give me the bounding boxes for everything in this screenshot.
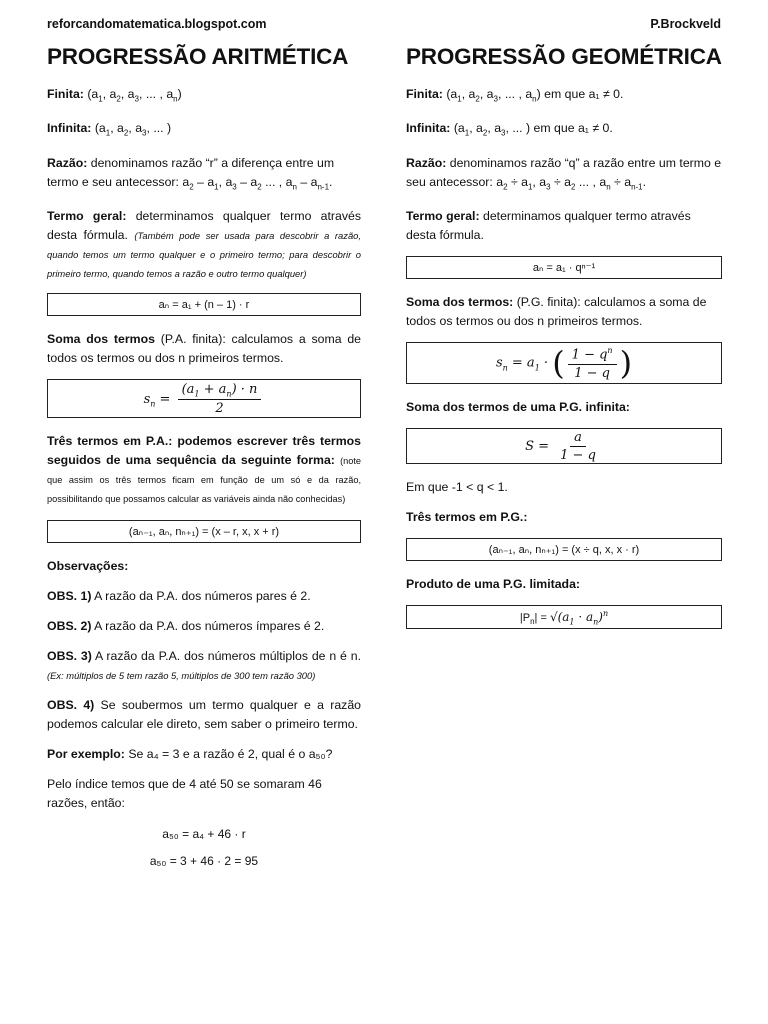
pg-termo-geral-text: determinamos qualquer termo através desta fórmula. [406, 209, 691, 243]
pg-formula-soma [406, 342, 722, 384]
pa-tres-text: podemos escrever três termos seguidos de uma sequência da seguinte forma: [47, 434, 361, 468]
pg-formula-soma-infinita [406, 428, 722, 464]
pg-formula-tres-text: (aₙ₋₁, aₙ, nₙ₊₁) = (x ÷ q, x, x · r) [488, 544, 640, 557]
pg-produto-label: Produto de uma P.G. limitada: [406, 577, 581, 592]
pg-soma-text: (P.G. finita): calculamos a soma de todos os termos ou dos n primeiros termos. [406, 295, 707, 329]
pa-formula-soma-math: $s_n$ = $\frac{(a_1 + a_n) \cdot n}{2}$ [144, 382, 265, 417]
pa-indice: Pelo índice temos que de 4 até 50 se somaram 46 razões, então: [47, 777, 322, 811]
author-name: P.Brockveld [650, 17, 721, 31]
pg-razao-label: Razão: [406, 155, 447, 170]
pa-exemplo-text: Se a₄ = 3 e a razão é 2, qual é o a₅₀? [128, 747, 333, 762]
pg-soma [406, 293, 722, 331]
pa-termo-geral-text: determinamos qualquer termo através desta fórmula [47, 209, 361, 243]
pa-formula-tres-text: (aₙ₋₁, aₙ, nₙ₊₁) = (x – r, x, x + r) [128, 526, 280, 539]
pg-finita-seq: ($a_1$, $a_2$, $a_3$, ... , $a_n$) [446, 87, 541, 104]
pg-infinita-label: Infinita: [406, 121, 451, 136]
pa-obs1-label: OBS. 1) [47, 589, 92, 604]
pa-finita [47, 85, 361, 108]
pa-formula-soma [47, 379, 361, 418]
pa-formula-termo-geral [47, 293, 361, 316]
pa-obs-title-text: Observações: [47, 559, 129, 574]
pg-razao-text: denominamos razão “q” a razão entre um termo e seu antecessor: [406, 155, 722, 189]
pa-finita-seq: ($a_1$, $a_2$, $a_3$, ... , $a_n$) [87, 87, 182, 104]
pa-tres-label: Três termos em P.A.: [47, 434, 173, 449]
pg-produto [406, 575, 722, 594]
pa-obs1-text: A razão da P.A. dos números pares é 2. [94, 589, 311, 604]
pa-obs-title [47, 557, 361, 576]
pg-formula-termo-geral [406, 256, 722, 279]
pg-finita-cond: em que a₁ ≠ 0. [544, 87, 624, 101]
pa-obs4 [47, 696, 361, 734]
pg-formula-produto [406, 605, 722, 629]
pg-formula-termo-text: aₙ = a₁ · qⁿ⁻¹ [532, 262, 596, 275]
pa-razao-text: denominamos razão “r” a diferença entre um termo e seu antecessor: [47, 155, 335, 189]
pa-obs4-label: OBS. 4) [47, 698, 95, 713]
pa-calc-1: a₅₀ = a₄ + 46 · r [162, 827, 246, 842]
pg-em-que: Em que -1 < q < 1. [406, 480, 508, 495]
pg-infinita-cond: em que a₁ ≠ 0. [533, 121, 613, 136]
pg-formula-soma-math: $s_n = a_1$ · ( $\frac{1 - q^n}{1 - q}$ ) [495, 344, 633, 383]
pg-tres-label: Três termos em P.G.: [406, 510, 528, 525]
pa-obs1 [47, 587, 361, 606]
pa-obs3 [47, 647, 361, 685]
pg-razao [406, 154, 722, 196]
pa-column [47, 44, 361, 881]
pa-obs2-label: OBS. 2) [47, 619, 92, 634]
pg-column [406, 44, 722, 643]
pg-soma-inf-label: Soma dos termos de uma P.G. infinita: [406, 400, 630, 415]
pg-tres-termos [406, 508, 722, 527]
site-url: reforcandomatematica.blogspot.com [47, 17, 267, 31]
pa-finita-label: Finita: [47, 87, 84, 101]
pa-razao-label: Razão: [47, 155, 88, 170]
pg-termo-geral [406, 207, 722, 245]
pa-infinita-label: Infinita: [47, 121, 92, 136]
pa-formula-termo-text: aₙ = a₁ + (n – 1) · r [158, 299, 250, 312]
pa-obs2-text: A razão da P.A. dos números ímpares é 2. [94, 619, 325, 634]
pa-exemplo [47, 745, 361, 764]
pa-razao [47, 154, 361, 196]
pg-soma-infinita [406, 398, 722, 417]
pg-formula-produto-math: $|P_n| = √(a_1 \cdot a_n)^n$ [519, 608, 609, 627]
pa-soma-text: (P.A. finita): calculamos a soma de todos os termos ou dos n primeiros termos. [47, 332, 361, 366]
pa-infinita-seq: ($a_1$, $a_2$, $a_3$, ... ) [94, 121, 172, 138]
pa-tres-termos [47, 432, 361, 508]
pa-soma [47, 330, 361, 368]
pa-obs2 [47, 617, 361, 636]
pg-formula-soma-inf-math: S = $\frac{a}{1 - q}$ [525, 429, 596, 463]
pa-exemplo-label: Por exemplo: [47, 747, 125, 762]
pa-tres-note: (note que assim os três termos ficam em função de um só e da razão, possibilitando que possamos calcular as variáveis ainda não conhecidas) [47, 456, 362, 505]
pa-title: PROGRESSÃO ARITMÉTICA [47, 44, 349, 69]
pg-formula-tres-termos [406, 538, 722, 561]
pa-calc-2: a₅₀ = 3 + 46 · 2 = 95 [149, 854, 259, 869]
pa-obs3-label: OBS. 3) [47, 649, 92, 664]
pg-termo-geral-label: Termo geral: [406, 209, 480, 224]
pg-infinita [406, 119, 722, 142]
pa-obs4-text: Se soubermos um termo qualquer e a razão podemos calcular ele direto, sem saber o primeiro termo. [47, 698, 362, 732]
pg-finita [406, 85, 722, 108]
pa-termo-geral: Termo geral: determinamos qualquer termo através desta fórmula. (Também pode ser usada para descobrir a razão, quando temos um termo qualquer e o primeiro termo; para descobrir o primeiro termo, quando temos a razão e outro termo qualquer) [47, 209, 361, 280]
pa-infinita [47, 119, 361, 142]
pg-infinita-seq: ($a_1$, $a_2$, $a_3$, ... ) [453, 121, 531, 138]
pg-soma-label: Soma dos termos: [406, 295, 514, 310]
pa-soma-label: Soma dos termos [47, 332, 155, 347]
pg-razao-seq: $a_2 \div a_1$, $a_3 \div a_2$ ... , $a_n \div a_{n-1}$. [496, 174, 647, 192]
pa-razao-seq: $a_2 - a_1$, $a_3 - a_2$ ... , $a_n - a_{n-1}$. [182, 174, 333, 192]
pa-obs3-note: (Ex: múltiplos de 5 tem razão 5, múltiplos de 300 tem razão 300) [47, 670, 316, 682]
pa-termo-geral-label: Termo geral: [47, 209, 127, 224]
pa-obs3-text: A razão da P.A. dos números múltiplos de n é n. [95, 649, 361, 664]
pg-finita-label: Finita: [406, 87, 443, 101]
pg-title: PROGRESSÃO GEOMÉTRICA [406, 44, 722, 69]
pa-termo-geral-note: (Também pode ser usada para descobrir a razão, quando temos um termo qualquer e o primeiro termo; para descobrir o primeiro termo, quando temos a razão e outro termo qualquer) [47, 230, 361, 280]
pa-formula-tres-termos [47, 520, 361, 543]
